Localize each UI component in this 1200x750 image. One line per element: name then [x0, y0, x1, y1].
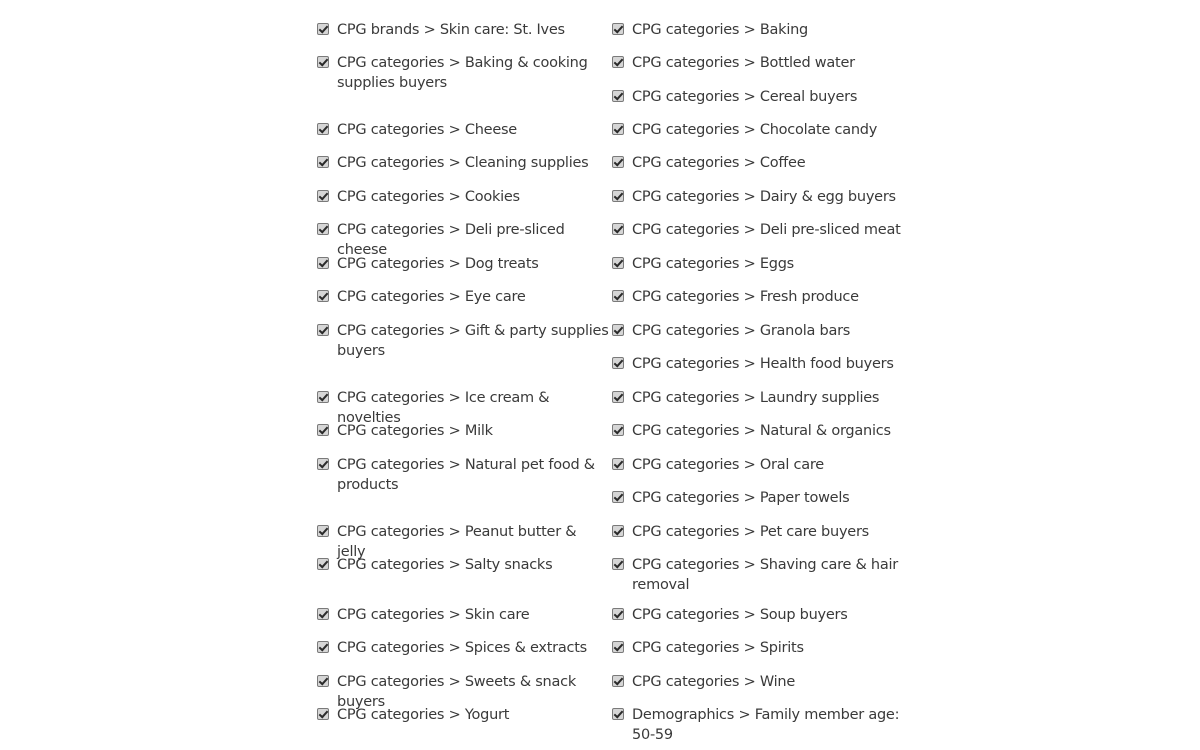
checkbox-label[interactable]: CPG brands > Skin care: St. Ives: [337, 22, 565, 38]
checkbox-item[interactable]: [612, 489, 902, 509]
checkbox-label[interactable]: CPG categories > Pet care buyers: [632, 524, 869, 540]
checkbox-item[interactable]: [317, 639, 609, 659]
checkbox[interactable]: [317, 641, 329, 653]
checkbox-item[interactable]: [317, 288, 609, 308]
checkbox-label[interactable]: CPG categories > Spirits: [632, 640, 804, 656]
checkbox-label[interactable]: CPG categories > Wine: [632, 674, 795, 690]
checkbox-label[interactable]: CPG categories > Cleaning supplies: [337, 155, 589, 171]
checkbox-label[interactable]: CPG categories > Chocolate candy: [632, 122, 878, 138]
checkbox-label[interactable]: CPG categories > Skin care: [337, 607, 530, 623]
checkbox-item[interactable]: [612, 21, 902, 41]
checkbox-label[interactable]: CPG categories > Paper towels: [632, 490, 850, 506]
checkbox-label[interactable]: CPG categories > Soup buyers: [632, 607, 848, 623]
checkbox-label[interactable]: CPG categories > Milk: [337, 423, 493, 439]
checkbox-label[interactable]: CPG categories > Dairy & egg buyers: [632, 189, 896, 205]
checkbox-item[interactable]: [612, 706, 902, 745]
checkbox-label[interactable]: CPG categories > Laundry supplies: [632, 390, 880, 406]
checkbox-item[interactable]: [612, 355, 902, 375]
checkbox[interactable]: [317, 324, 329, 336]
checkbox[interactable]: [317, 558, 329, 570]
checkbox-label[interactable]: CPG categories > Oral care: [632, 457, 824, 473]
checkbox[interactable]: [612, 708, 624, 720]
checkbox-item[interactable]: [612, 523, 902, 543]
checkbox[interactable]: [317, 123, 329, 135]
checkbox-item[interactable]: [317, 188, 609, 208]
checkbox[interactable]: [612, 357, 624, 369]
checkbox[interactable]: [612, 525, 624, 537]
checkbox-item[interactable]: [612, 221, 902, 241]
checkbox-label[interactable]: CPG categories > Deli pre-sliced meat: [632, 222, 901, 238]
checkbox-item[interactable]: [317, 556, 609, 576]
checkbox-label[interactable]: CPG categories > Salty snacks: [337, 557, 553, 573]
checkbox-label[interactable]: CPG categories > Peanut butter & jelly: [337, 524, 577, 560]
checkbox[interactable]: [612, 56, 624, 68]
checkbox[interactable]: [317, 56, 329, 68]
checkbox-label[interactable]: CPG categories > Cookies: [337, 189, 520, 205]
checkbox[interactable]: [612, 641, 624, 653]
checkbox-label[interactable]: CPG categories > Sweets & snack buyers: [337, 674, 577, 710]
checkbox-item[interactable]: [612, 673, 902, 693]
checkbox[interactable]: [612, 257, 624, 269]
checkbox[interactable]: [612, 324, 624, 336]
checkbox-item[interactable]: [612, 639, 902, 659]
checkbox-label[interactable]: CPG categories > Fresh produce: [632, 289, 859, 305]
checkbox-label[interactable]: CPG categories > Spices & extracts: [337, 640, 587, 656]
checkbox[interactable]: [317, 525, 329, 537]
checkbox[interactable]: [612, 675, 624, 687]
checkbox-item[interactable]: [612, 188, 902, 208]
checkbox-label[interactable]: CPG categories > Baking: [632, 22, 808, 38]
checkbox-item[interactable]: [317, 456, 609, 495]
checkbox-label[interactable]: CPG categories > Cheese: [337, 122, 517, 138]
checkbox[interactable]: [612, 156, 624, 168]
checkbox[interactable]: [612, 290, 624, 302]
checkbox-item[interactable]: [317, 322, 609, 361]
checkbox[interactable]: [612, 391, 624, 403]
checkbox[interactable]: [317, 290, 329, 302]
checkbox[interactable]: [317, 424, 329, 436]
checkbox-item[interactable]: [612, 288, 902, 308]
checkbox-item[interactable]: [612, 456, 902, 476]
checkbox-item[interactable]: [317, 154, 609, 174]
checkbox-label[interactable]: CPG categories > Bottled water: [632, 55, 855, 71]
checkbox-item[interactable]: [612, 389, 902, 409]
checkbox[interactable]: [317, 190, 329, 202]
checkbox-label[interactable]: CPG categories > Natural pet food & products: [337, 457, 595, 493]
checkbox-label[interactable]: CPG categories > Baking & cooking supplies buyers: [337, 55, 588, 91]
checkbox[interactable]: [612, 424, 624, 436]
checkbox-item[interactable]: [612, 88, 902, 108]
checkbox-item[interactable]: [612, 54, 902, 74]
checkbox-item[interactable]: [317, 21, 609, 41]
checkbox-label[interactable]: CPG categories > Natural & organics: [632, 423, 891, 439]
checkbox-label[interactable]: CPG categories > Health food buyers: [632, 356, 894, 372]
checkbox-label[interactable]: CPG categories > Eggs: [632, 256, 794, 272]
checkbox[interactable]: [612, 491, 624, 503]
checkbox[interactable]: [317, 257, 329, 269]
checkbox-item[interactable]: [317, 606, 609, 626]
checkbox-item[interactable]: [317, 422, 609, 442]
checkbox[interactable]: [317, 708, 329, 720]
checkbox[interactable]: [317, 391, 329, 403]
checkbox-item[interactable]: [612, 121, 902, 141]
checkbox-label[interactable]: Demographics > Family member age: 50-59: [632, 707, 900, 743]
checkbox-item[interactable]: [612, 154, 902, 174]
checkbox-label[interactable]: CPG categories > Cereal buyers: [632, 89, 858, 105]
checkbox-label[interactable]: CPG categories > Eye care: [337, 289, 526, 305]
checkbox-label[interactable]: CPG categories > Deli pre-sliced cheese: [337, 222, 565, 258]
checkbox[interactable]: [317, 458, 329, 470]
checkbox[interactable]: [317, 156, 329, 168]
checkbox[interactable]: [612, 23, 624, 35]
checkbox[interactable]: [612, 90, 624, 102]
checkbox-label[interactable]: CPG categories > Granola bars: [632, 323, 851, 339]
checkbox-item[interactable]: [612, 422, 902, 442]
checkbox[interactable]: [317, 23, 329, 35]
checkbox[interactable]: [612, 558, 624, 570]
checkbox[interactable]: [612, 458, 624, 470]
checkbox-label[interactable]: CPG categories > Gift & party supplies buyers: [337, 323, 609, 359]
checkbox-label[interactable]: CPG categories > Shaving care & hair removal: [632, 557, 898, 593]
checkbox-item[interactable]: [612, 255, 902, 275]
checkbox-item[interactable]: [612, 556, 902, 595]
checkbox-item[interactable]: [317, 54, 609, 93]
checkbox[interactable]: [612, 190, 624, 202]
checkbox[interactable]: [612, 123, 624, 135]
checkbox[interactable]: [317, 675, 329, 687]
checkbox[interactable]: [317, 608, 329, 620]
checkbox-item[interactable]: [317, 706, 609, 726]
checkbox[interactable]: [612, 223, 624, 235]
checkbox-item[interactable]: [612, 606, 902, 626]
checkbox[interactable]: [317, 223, 329, 235]
checkbox-label[interactable]: CPG categories > Coffee: [632, 155, 806, 171]
checkbox-item[interactable]: [317, 255, 609, 275]
checkbox-label[interactable]: CPG categories > Yogurt: [337, 707, 510, 723]
checkbox[interactable]: [612, 608, 624, 620]
checkbox-item[interactable]: [612, 322, 902, 342]
checkbox-label[interactable]: CPG categories > Ice cream & novelties: [337, 390, 550, 426]
checkbox-label[interactable]: CPG categories > Dog treats: [337, 256, 539, 272]
checkbox-item[interactable]: [317, 121, 609, 141]
